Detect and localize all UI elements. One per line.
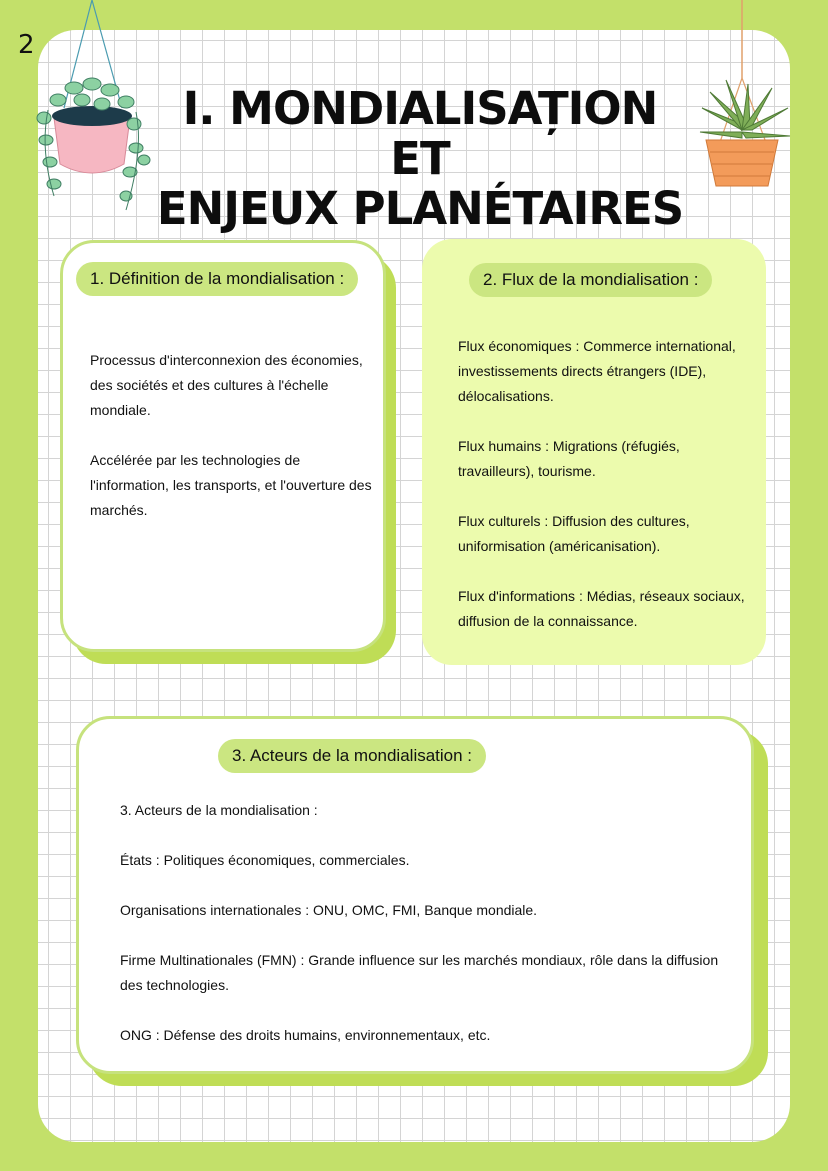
flux-paragraph: Flux économiques : Commerce international, investissements directs étrangers (IDE), délocalisations. (458, 338, 736, 404)
flux-text (458, 334, 750, 634)
page-title-line-1: I. MONDIALISAȚION ET (182, 82, 658, 185)
hanging-plant-icon (30, 0, 160, 230)
definition-paragraph: Processus d'interconnexion des économies, des sociétés et des cultures à l'échelle mondiale. (90, 352, 363, 418)
flux-paragraph: Flux d'informations : Médias, réseaux sociaux, diffusion de la connaissance. (458, 588, 745, 629)
flux-heading: 2. Flux de la mondialisation : (469, 263, 712, 297)
acteurs-paragraph: Firme Multinationales (FMN) : Grande influence sur les marchés mondiaux, rôle dans la diffusion des technologies. (120, 952, 719, 993)
potted-plant-icon (696, 0, 796, 200)
acteurs-text (120, 798, 728, 1048)
page-title (150, 84, 690, 234)
flux-paragraph: Flux humains : Migrations (réfugiés, travailleurs), tourisme. (458, 438, 680, 479)
definition-text (90, 348, 375, 523)
definition-paragraph: Accélérée par les technologies de l'information, les transports, et l'ouverture des marchés. (90, 452, 372, 518)
definition-heading: 1. Définition de la mondialisation : (76, 262, 358, 296)
flux-paragraph: Flux culturels : Diffusion des cultures, uniformisation (américanisation). (458, 513, 690, 554)
acteurs-heading: 3. Acteurs de la mondialisation : (218, 739, 486, 773)
acteurs-paragraph: ONG : Défense des droits humains, environnementaux, etc. (120, 1027, 491, 1043)
acteurs-paragraph: États : Politiques économiques, commerciales. (120, 852, 410, 868)
acteurs-paragraph: 3. Acteurs de la mondialisation : (120, 802, 318, 818)
acteurs-paragraph: Organisations internationales : ONU, OMC, FMI, Banque mondiale. (120, 902, 538, 918)
page-title-line-2: ENJEUX PLANÉTAIRES (156, 182, 684, 235)
page-number: 2 (18, 30, 35, 60)
